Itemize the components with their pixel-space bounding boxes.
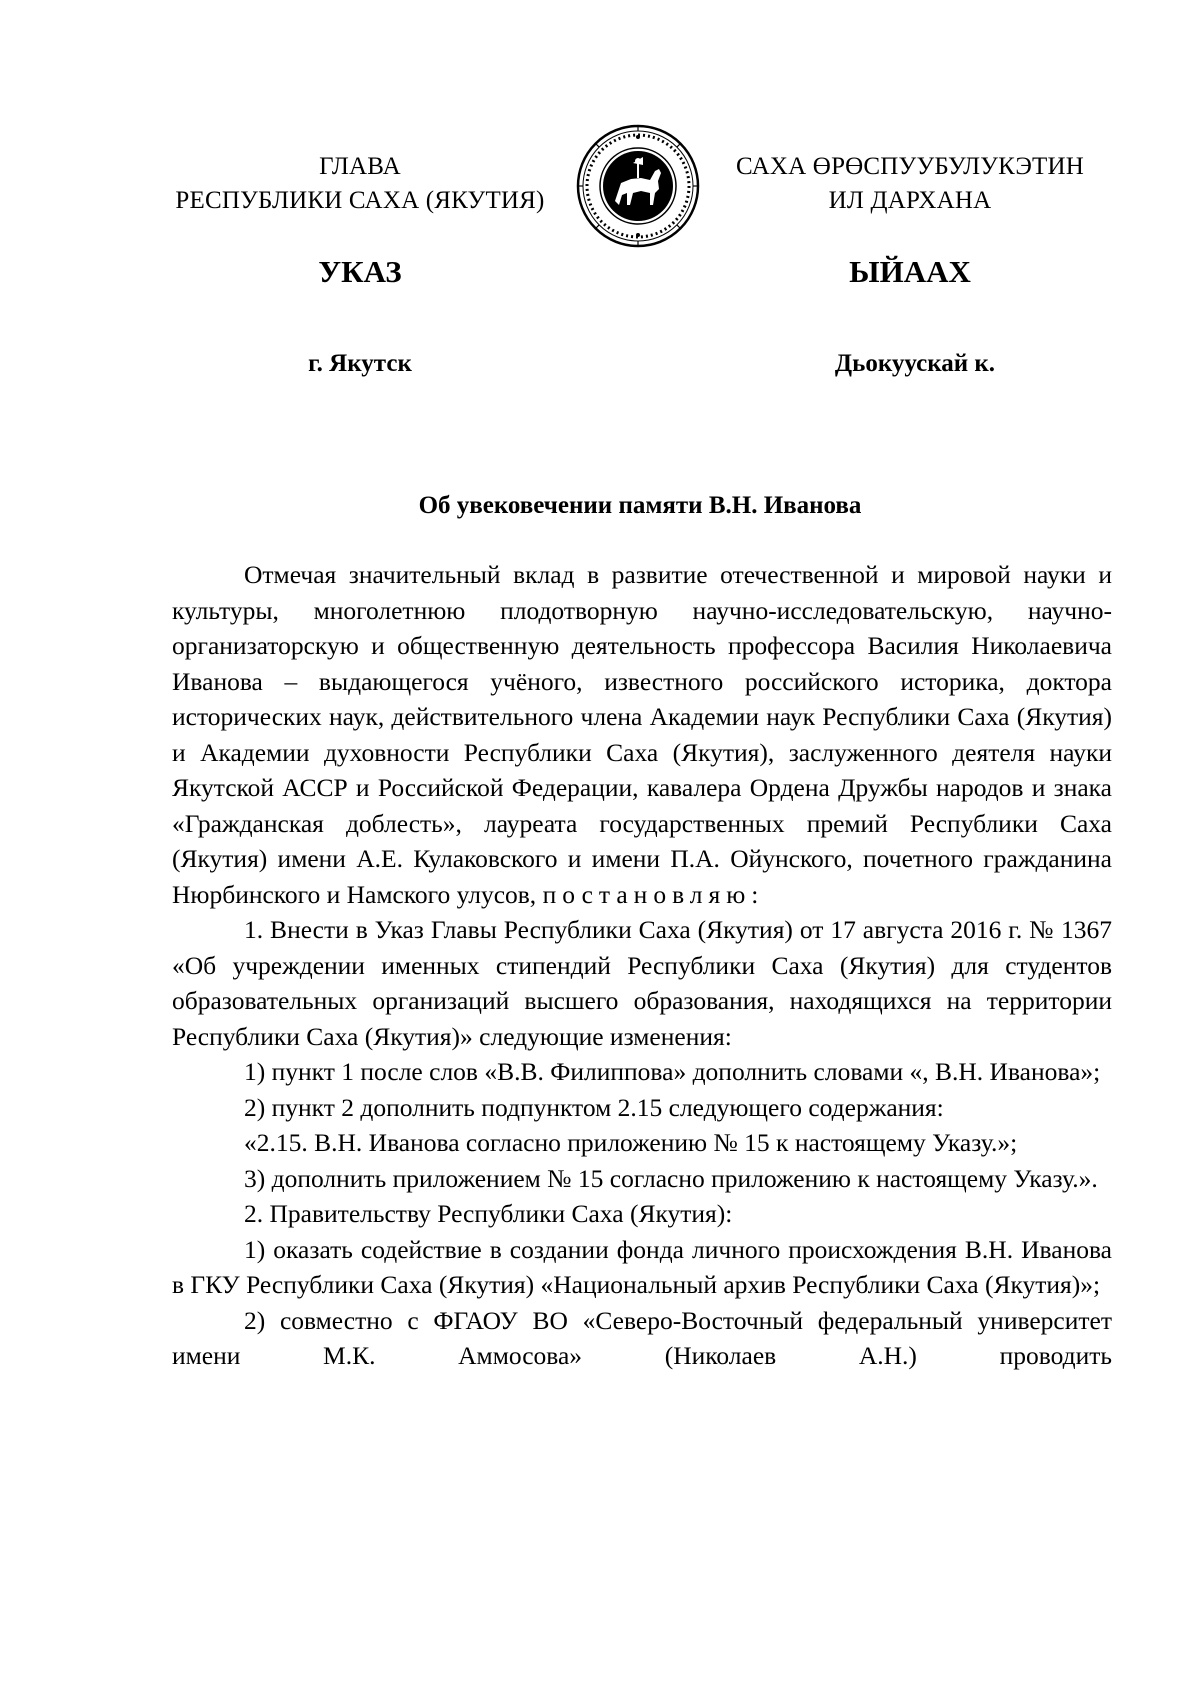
paragraph: 3) дополнить приложением № 15 согласно приложению к настоящему Указу.». (244, 1163, 1098, 1193)
paragraph: «2.15. В.Н. Иванова согласно приложению № 15 к настоящему Указу.»; (244, 1128, 1018, 1157)
header-left (160, 150, 560, 218)
paragraph: 1) пункт 1 после слов «В.В. Филиппова» дополнить словами «, В.Н. Иванова»; (244, 1057, 1101, 1086)
header-left-line2: РЕСПУБЛИКИ САХА (ЯКУТИЯ) (175, 187, 545, 214)
paragraph: 1) оказать содействие в создании фонда личного происхождения В.Н. Иванова в ГКУ Республики Саха (Якутия) «Национальный архив Республики Саха (Якутия)»; (172, 1234, 1112, 1299)
paragraph-main-text: Отмечая значительный вклад в развитие отечественной и мировой науки и культуры, многолетнюю плодотворную научно-исследовательскую, научно-организаторскую и общественную деятельность профессора Василия Николаевича Иванова – выдающегося учёного, известного российского историка, доктора исторических наук, действительного члена Академии наук Республики Саха (Якутия) и Академии духовности Республики Саха (Якутия), заслуженного деятеля науки Якутской АССР и Российской Федерации, кавалера Ордена Дружбы народов и знака «Гражданская доблесть», лауреата государственных премий Республики Саха (Якутия) имени А.Е. Кулаковского и имени П.А. Ойунского, почетного гражданина Нюрбинского и Намского улусов, (172, 560, 1112, 909)
city-sakha: Дьокуускай к. (834, 350, 996, 377)
header-left-line1: ГЛАВА (319, 153, 401, 180)
paragraph-spaced-text: постановляю: (542, 879, 765, 909)
decree-title-sakha: ЫЙААХ (849, 254, 971, 289)
sakha-republic-emblem-icon (575, 123, 701, 249)
paragraph: 2) пункт 2 дополнить подпунктом 2.15 следующего содержания: (244, 1092, 944, 1122)
city-ru: г. Якутск (308, 350, 412, 377)
paragraph: 1. Внести в Указ Главы Республики Саха (Якутия) от 17 августа 2016 г. № 1367 «Об учреждении именных стипендий Республики Саха (Якутия) для студентов образовательных организаций высшего образования, находящихся на территории Республики Саха (Якутия)» следующие изменения: (172, 915, 1112, 1051)
paragraph: 2. Правительству Республики Саха (Якутия): (244, 1199, 733, 1228)
paragraph (172, 557, 1112, 912)
header-right (710, 150, 1110, 218)
header-right-line2: ИЛ ДАРХАНА (828, 187, 992, 214)
header-right-line1: САХА ӨРӨСПУУБУЛУКЭТИН (735, 153, 1085, 180)
paragraph: 2) совместно с ФГАОУ ВО «Северо-Восточный федеральный университет имени М.К. Аммосова» (Николаев А.Н.) проводить (172, 1305, 1112, 1370)
decree-title-ru: УКАЗ (318, 254, 402, 289)
document-body (172, 557, 1112, 1374)
document-title: Об увековечении памяти В.Н. Иванова (418, 492, 862, 519)
